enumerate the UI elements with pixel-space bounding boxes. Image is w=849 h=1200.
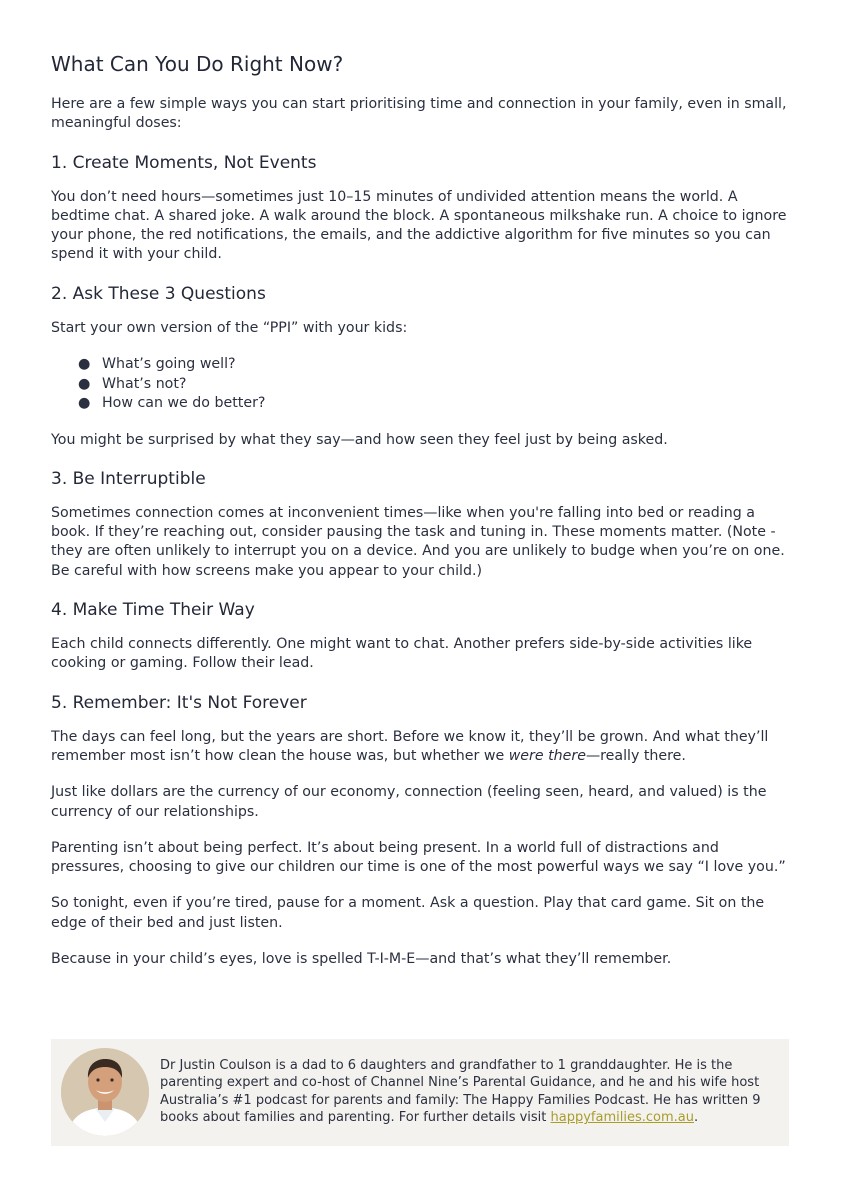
section-after-paragraph-2: You might be surprised by what they say—and how seen they feel just by being asked. bbox=[51, 431, 668, 448]
author-avatar bbox=[61, 1048, 149, 1136]
website-link[interactable]: happyfamilies.com.au bbox=[550, 1110, 694, 1126]
author-portrait-icon bbox=[61, 1048, 149, 1136]
questions-list bbox=[51, 355, 791, 414]
list-item: ● How can we do better? bbox=[51, 394, 791, 414]
intro-paragraph: Here are a few simple ways you can start prioritising time and connection in your family, even in small, meaningful doses: bbox=[51, 96, 787, 132]
section-paragraph-4: Each child connects differently. One might want to chat. Another prefers side-by-side activities like cooking or gaming. Follow their lead. bbox=[51, 636, 753, 672]
article-content bbox=[51, 50, 791, 986]
section-paragraph-1: You don’t need hours—sometimes just 10–15 minutes of undivided attention means the world. A bedtime chat. A shared joke. A walk around the block. A spontaneous milkshake run. A choice to ignore your phone, the red notifications, the emails, and the addictive algorithm for five minutes so you can spend it with your child. bbox=[51, 188, 787, 263]
bullet-icon: ● bbox=[78, 375, 91, 392]
author-bio-text: Dr Justin Coulson is a dad to 6 daughters and grandfather to 1 granddaughter. He is the parenting expert and co-host of Channel Nine’s Parental Guidance, and he and his wife host Australia’s #1 podcast for parents and family: The Happy Families Podcast. He has written 9 books about families and parenting. For further details visit happyfamilies.com.au. bbox=[160, 1058, 761, 1126]
closing-paragraph-1: Just like dollars are the currency of our economy, connection (feeling seen, heard, and valued) is the currency of our relationships. bbox=[51, 784, 767, 820]
section-heading-4: 4. Make Time Their Way bbox=[51, 600, 255, 621]
section-heading-3: 3. Be Interruptible bbox=[51, 468, 206, 489]
section-paragraph-2: Start your own version of the “PPI” with your kids: bbox=[51, 319, 408, 336]
section-heading-1: 1. Create Moments, Not Events bbox=[51, 152, 317, 173]
closing-paragraph-4: Because in your child’s eyes, love is spelled T-I-M-E—and that’s what they’ll remember. bbox=[51, 951, 672, 968]
list-item: ● What’s not? bbox=[51, 375, 791, 395]
author-bio-box bbox=[51, 1039, 789, 1146]
section-heading-2: 2. Ask These 3 Questions bbox=[51, 283, 266, 304]
section-paragraph-5: The days can feel long, but the years are short. Before we know it, they’ll be grown. And what they’ll remember most isn’t how clean the house was, but whether we were there—really there. bbox=[51, 728, 769, 764]
bullet-icon: ● bbox=[78, 395, 91, 412]
emphasis-text: were there bbox=[508, 747, 586, 764]
bullet-icon: ● bbox=[78, 356, 91, 373]
list-item: ● What’s going well? bbox=[51, 355, 791, 375]
page-title: What Can You Do Right Now? bbox=[51, 52, 344, 76]
closing-paragraph-3: So tonight, even if you’re tired, pause for a moment. Ask a question. Play that card game. Sit on the edge of their bed and just listen. bbox=[51, 895, 765, 931]
section-heading-5: 5. Remember: It's Not Forever bbox=[51, 692, 307, 713]
closing-paragraph-2: Parenting isn’t about being perfect. It’s about being present. In a world full of distractions and pressures, choosing to give our children our time is one of the most powerful ways we say “I love you.” bbox=[51, 839, 786, 876]
section-paragraph-3: Sometimes connection comes at inconvenient times—like when you're falling into bed or reading a book. If they’re reaching out, consider pausing the task and tuning in. These moments matter. (Note - they are often unlikely to interrupt you on a device. And you are unlikely to budge when you’re on one. Be careful with how screens make you appear to your child.) bbox=[51, 504, 785, 579]
